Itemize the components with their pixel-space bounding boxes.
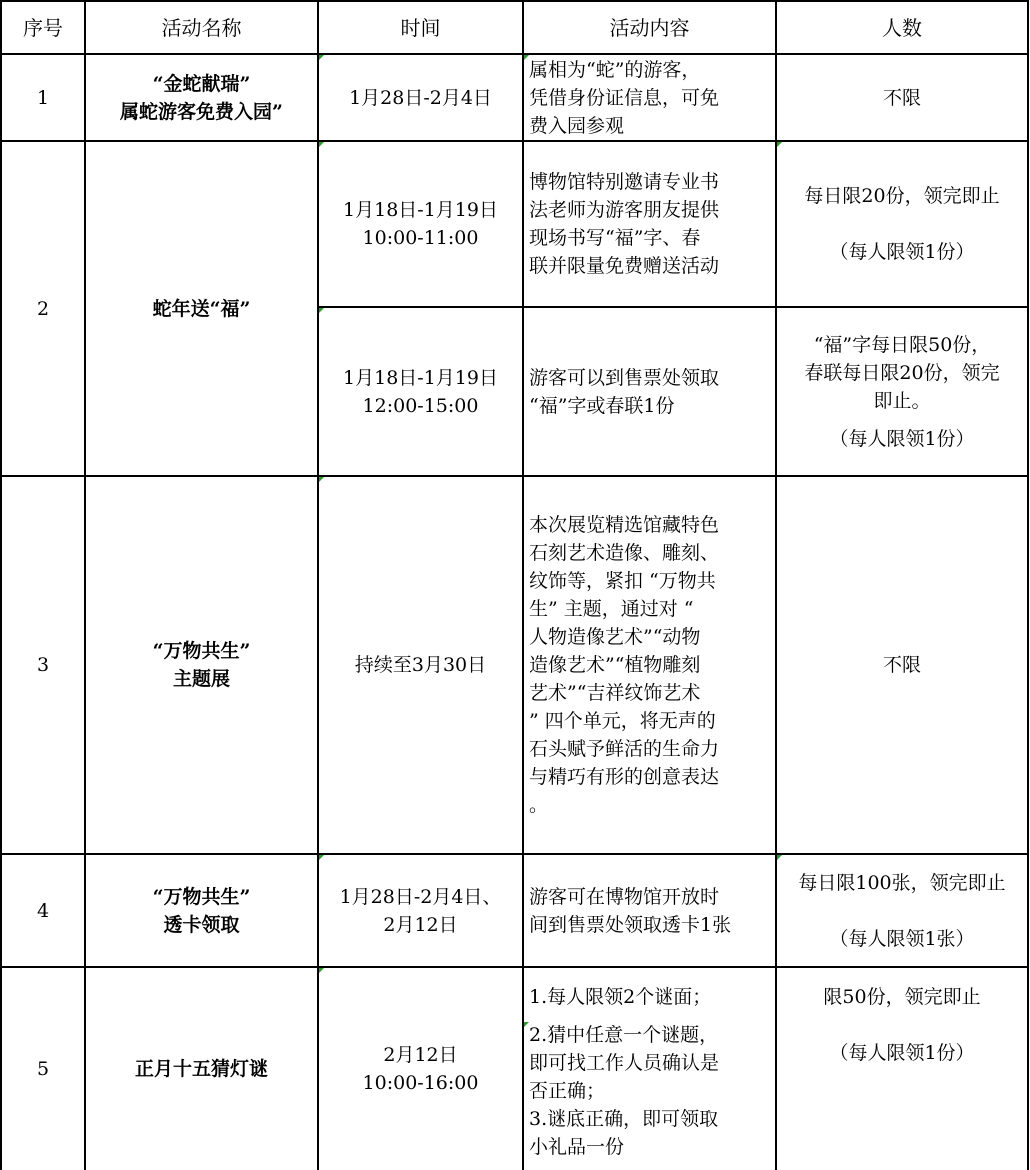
header-no [2, 2, 84, 53]
content-line: 本次展览精选馆藏特色 [529, 514, 720, 536]
row5-name [86, 968, 317, 1170]
people-line: 不限 [882, 654, 921, 676]
cell-marker [319, 855, 324, 860]
row5-no [2, 968, 84, 1170]
people-line: “福”字每日限50份， [813, 333, 991, 356]
time-line: 2月12日 [383, 913, 458, 936]
grid-line [0, 853, 1029, 855]
people-line: 每日限100张，领完即止 [798, 871, 1006, 894]
cell-marker [524, 55, 529, 60]
time-line: 1月28日-2月4日 [349, 86, 492, 109]
row-no-text: 2 [36, 297, 50, 320]
name-line: “万物共生” [152, 640, 251, 662]
cell-marker [777, 142, 782, 147]
content-line: 纹饰等，紧扣 “万物共 [529, 570, 716, 592]
cell-marker [319, 477, 324, 482]
header-time-text: 时间 [400, 15, 441, 40]
name-line: 透卡领取 [163, 913, 240, 936]
row3-time [319, 477, 522, 853]
content-line: 3.谜底正确，即可领取 [529, 1108, 719, 1130]
content-line: ” 四个单元，将无声的 [529, 710, 716, 732]
content-line: 费入园参观 [529, 114, 625, 137]
name-line: “金蛇献瑞” [152, 72, 251, 95]
content-line: 2.猜中任意一个谜题， [529, 1024, 719, 1046]
row-no-text: 3 [36, 654, 50, 676]
people-line: 即止。 [873, 389, 931, 412]
row4-people [777, 855, 1027, 966]
cell-marker [319, 308, 324, 313]
row2-name [86, 142, 317, 475]
name-line: 主题展 [172, 668, 230, 690]
row2a-time [319, 142, 522, 306]
people-line: 不限 [882, 86, 921, 109]
time-line: 10:00-11:00 [362, 227, 479, 249]
row4-name [86, 855, 317, 966]
content-line: 石刻艺术造像、雕刻、 [529, 542, 720, 564]
content-line: 小礼品一份 [529, 1136, 625, 1158]
content-line: 石头赋予鲜活的生命力 [529, 738, 720, 760]
content-line: 游客可以到售票处领取 [529, 366, 720, 389]
content-line: 与精巧有形的创意表达 [529, 766, 720, 788]
row5-time [319, 968, 522, 1170]
row2a-content [524, 142, 775, 306]
content-line: 属相为“蛇”的游客， [529, 58, 701, 81]
row-no-text: 4 [36, 899, 50, 922]
content-line: 现场书写“福”字、春 [529, 227, 701, 249]
row3-people [777, 477, 1027, 853]
grid-line [317, 0, 319, 1170]
grid-line [0, 140, 1029, 142]
row2b-time [319, 308, 522, 475]
row5-people [777, 968, 1027, 1170]
time-line: 1月18日-1月19日 [343, 366, 498, 389]
people-line: （每人限领1份） [829, 241, 975, 263]
name-line: 属蛇游客免费入园” [120, 100, 283, 123]
grid-line [1027, 0, 1029, 1170]
people-line: 每日限20份，领完即止 [804, 185, 1000, 207]
header-people [777, 2, 1027, 53]
row1-name [86, 55, 317, 140]
row3-content [524, 477, 775, 853]
content-line: 艺术”“吉祥纹饰艺术 [529, 682, 701, 704]
time-line: 1月18日-1月19日 [343, 199, 498, 221]
people-line: （每人限领1份） [829, 1042, 975, 1064]
row1-content [524, 55, 775, 140]
content-line: 造像艺术”“植物雕刻 [529, 654, 701, 676]
grid-line [84, 0, 86, 1170]
content-line: 联并限量免费赠送活动 [529, 255, 720, 277]
row1-time [319, 55, 522, 140]
header-no-text: 序号 [23, 15, 63, 40]
content-line: 否正确； [529, 1080, 606, 1102]
content-line: 法老师为游客朋友提供 [529, 199, 720, 221]
time-line: 1月28日-2月4日、 [339, 885, 502, 908]
content-line: 博物馆特别邀请专业书 [529, 171, 720, 193]
row4-time [319, 855, 522, 966]
people-line: （每人限领1份） [829, 427, 975, 450]
time-line: 10:00-16:00 [362, 1072, 479, 1094]
row1-no [2, 55, 84, 140]
time-line: 12:00-15:00 [362, 394, 479, 417]
row4-no [2, 855, 84, 966]
row3-no [2, 477, 84, 853]
cell-marker [319, 55, 324, 60]
header-time [319, 2, 522, 53]
grid-line [0, 475, 1029, 477]
row-no-text: 1 [36, 86, 50, 109]
row1-people [777, 55, 1027, 140]
cell-marker [777, 855, 782, 860]
row2b-content [524, 308, 775, 475]
row3-name [86, 477, 317, 853]
row2-no [2, 142, 84, 475]
people-line: 春联每日限20份，领完 [804, 361, 1000, 384]
cell-marker [524, 1022, 529, 1027]
content-line: 即可找工作人员确认是 [529, 1052, 720, 1074]
row4-content [524, 855, 775, 966]
name-line: “万物共生” [152, 885, 251, 908]
content-line: 1.每人限领2个谜面； [529, 986, 712, 1008]
header-content-text: 活动内容 [609, 15, 690, 40]
cell-marker [319, 968, 324, 973]
header-content [524, 2, 775, 53]
row2b-people [777, 308, 1027, 475]
grid-line [0, 966, 1029, 968]
header-name-text: 活动名称 [161, 15, 242, 40]
grid-line [0, 0, 2, 1170]
content-line: 游客可在博物馆开放时 [529, 885, 720, 908]
grid-line [0, 53, 1029, 55]
content-line: 生” 主题，通过对 “ [529, 598, 694, 620]
header-name [86, 2, 317, 53]
cell-marker [319, 142, 324, 147]
people-line: （每人限领1张） [829, 927, 975, 950]
name-line: 正月十五猜灯谜 [134, 1058, 268, 1080]
people-line: 限50份，领完即止 [823, 986, 981, 1008]
grid-line [317, 306, 1029, 308]
content-line: 间到售票处领取透卡1张 [529, 913, 732, 936]
content-line: 人物造像艺术”“动物 [529, 626, 701, 648]
name-line: 蛇年送“福” [152, 297, 251, 320]
row2a-people [777, 142, 1027, 306]
content-line: 凭借身份证信息，可免 [529, 86, 720, 109]
grid-line [522, 0, 524, 1170]
grid-line [775, 0, 777, 1170]
row5-content [524, 968, 775, 1170]
row-no-text: 5 [36, 1058, 50, 1080]
time-line: 持续至3月30日 [354, 654, 487, 676]
content-line: “福”字或春联1份 [529, 394, 675, 417]
grid-line [0, 0, 1029, 2]
header-people-text: 人数 [882, 15, 922, 40]
time-line: 2月12日 [383, 1044, 458, 1066]
content-line: 。 [529, 794, 549, 816]
